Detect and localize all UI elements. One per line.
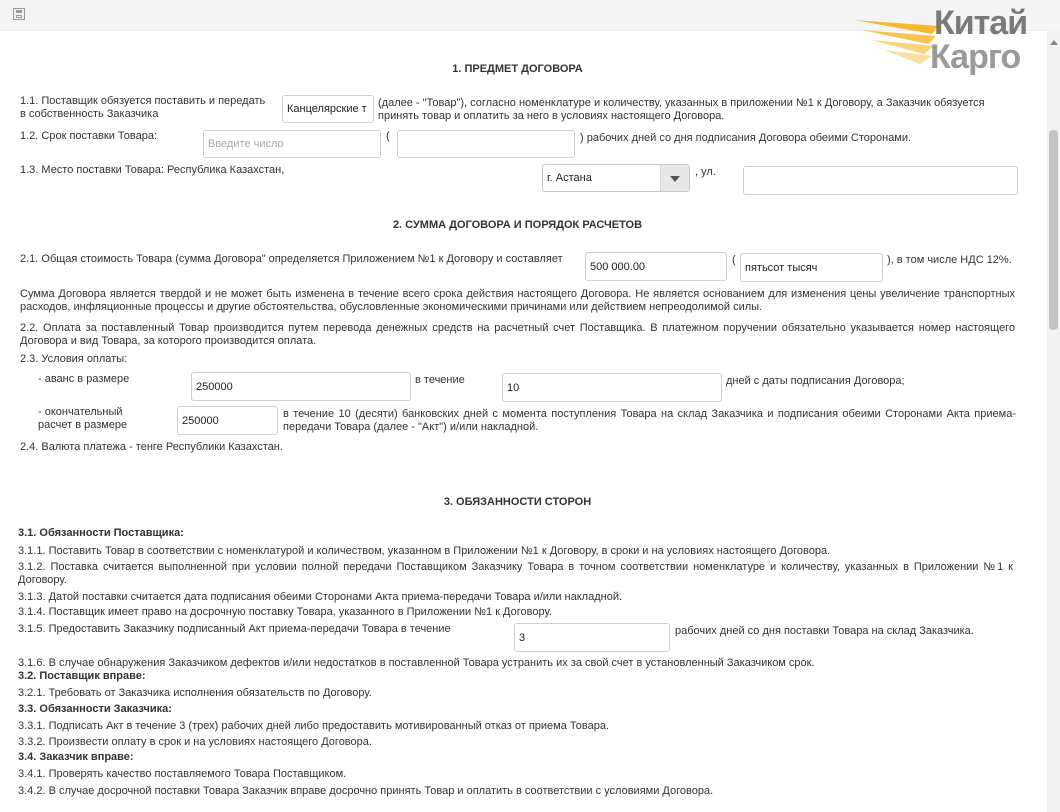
act-days-input[interactable] <box>514 623 670 652</box>
p315-rest: рабочих дней со дня поставки Товара на склад Заказчика. <box>675 625 974 637</box>
p12-open-paren: ( <box>386 130 390 142</box>
contract-amount-words-input[interactable] <box>740 253 883 282</box>
h31: 3.1. Обязанности Поставщика: <box>18 527 184 539</box>
section-1-title: 1. ПРЕДМЕТ ДОГОВОРА <box>452 63 583 75</box>
advance-label: - аванс в размере <box>38 373 130 385</box>
p21-rest: ), в том числе НДС 12%. <box>887 254 1012 266</box>
final-amount-input[interactable] <box>177 406 278 435</box>
p11-label: 1.1. Поставщик обязуется поставить и передать в собственность Заказчика <box>20 95 266 120</box>
delivery-days-words-input[interactable] <box>397 130 575 158</box>
advance-within-label: в течение <box>415 374 465 386</box>
city-select[interactable] <box>542 164 690 192</box>
chevron-down-icon[interactable] <box>660 165 689 191</box>
advance-amount-input[interactable] <box>191 372 411 401</box>
p22: 2.2. Оплата за поставленный Товар производится путем перевода денежных средств на расчетный счет Поставщика. В платежном поручении обязательно указывается номер настоящего Договора и вид Товара, за которого производится оплата. <box>20 322 1015 347</box>
section-3-title: 3. ОБЯЗАННОСТИ СТОРОН <box>443 496 592 508</box>
scrollbar-thumb[interactable] <box>1049 130 1058 330</box>
p316: 3.1.6. В случае обнаружения Заказчиком дефектов и/или недостатков в поставленной Товара устранить их за свой счет в установленный Заказчиком срок. <box>18 657 815 669</box>
h32: 3.2. Поставщик вправе: <box>18 670 146 682</box>
h34: 3.4. Заказчик вправе: <box>18 751 134 763</box>
p341: 3.4.1. Проверять качество поставляемого Товара Поставщиком. <box>18 768 347 780</box>
p21-label: 2.1. Общая стоимость Товара (сумма Договора" определяется Приложением №1 к Договору и составляет <box>20 253 563 265</box>
p13-label: 1.3. Место поставки Товара: Республика Казахстан, <box>20 164 285 176</box>
p332: 3.3.2. Произвести оплату в срок и на условиях настоящего Договора. <box>18 736 372 748</box>
city-select-value: г. Астана <box>547 172 592 184</box>
scrollbar[interactable] <box>1047 30 1060 812</box>
p331: 3.3.1. Подписать Акт в течение 3 (трех) рабочих дней либо предоставить мотивированный отказ от приема Товара. <box>18 720 610 732</box>
p314: 3.1.4. Поставщик имеет право на досрочную поставку Товара, указанного в Приложении №1 к Договору. <box>18 606 552 618</box>
p315-label: 3.1.5. Предоставить Заказчику подписанный Акт приема-передачи Товара в течение <box>18 623 451 635</box>
final-rest: в течение 10 (десяти) банковских дней с момента поступления Товара на склад Заказчика и подписания обеими Сторонами Акта приема-передачи Товара (далее - "Акт") и/или накладной. <box>283 408 1016 433</box>
logo-text-1: Китай <box>934 4 1028 42</box>
p12-rest: ) рабочих дней со дня подписания Договора обеими Сторонами. <box>580 132 912 144</box>
p312: 3.1.2. Поставка считается выполненной при условии полной передачи Поставщиком Заказчику Товара в точном соответствии номенклатуре и количеству, указанных в Приложении №1 к Договору. <box>18 561 1013 586</box>
p23: 2.3. Условия оплаты: <box>20 353 128 365</box>
p11-rest: (далее - "Товар"), согласно номенклатуре и количеству, указанных в приложении №1 к Договору, а Заказчик обязуется принять товар и оплатить за него в условиях настоящего Договора. <box>378 97 985 122</box>
p342: 3.4.2. В случае досрочной поставки Товара Заказчик вправе досрочно принять Товар и оплатить в соответствии с условиями Договора. <box>18 785 714 797</box>
logo-text-2: Карго <box>930 38 1021 76</box>
street-label: , ул. <box>695 166 716 178</box>
final-label: - окончательный расчет в размере <box>38 406 128 431</box>
goods-name-input[interactable] <box>282 95 374 123</box>
p313: 3.1.3. Датой поставки считается дата подписания обеими Сторонами Акта приема-передачи Товара и/или накладной. <box>18 591 623 603</box>
advance-rest: дней с даты подписания Договора; <box>726 375 905 387</box>
p24: 2.4. Валюта платежа - тенге Республики Казахстан. <box>20 441 283 453</box>
scroll-up-icon[interactable] <box>1050 40 1058 45</box>
h33: 3.3. Обязанности Заказчика: <box>18 703 172 715</box>
p21-open-paren: ( <box>732 254 736 266</box>
advance-days-input[interactable] <box>502 373 722 402</box>
p-fixed-sum: Сумма Договора является твердой и не может быть изменена в течение всего срока действия настоящего Договора. Не является основанием для изменения цены увеличение транспортных расходов, инфляционные процессы и другие обстоятельства, обусловленные экономическими причинами или действием непреодолимой силы. <box>20 288 1015 313</box>
p321: 3.2.1. Требовать от Заказчика исполнения обязательств по Договору. <box>18 687 372 699</box>
p311: 3.1.1. Поставить Товар в соответствии с номенклатурой и количеством, указанном в Приложении №1 к Договору, в сроки и на условиях настоящего Договора. <box>18 545 831 557</box>
save-icon[interactable] <box>13 8 25 20</box>
street-input[interactable] <box>743 166 1018 195</box>
contract-amount-input[interactable] <box>585 252 727 281</box>
p12-label: 1.2. Срок поставки Товара: <box>20 130 158 142</box>
delivery-days-input[interactable] <box>203 130 381 158</box>
section-2-title: 2. СУММА ДОГОВОРА И ПОРЯДОК РАСЧЕТОВ <box>392 219 643 231</box>
